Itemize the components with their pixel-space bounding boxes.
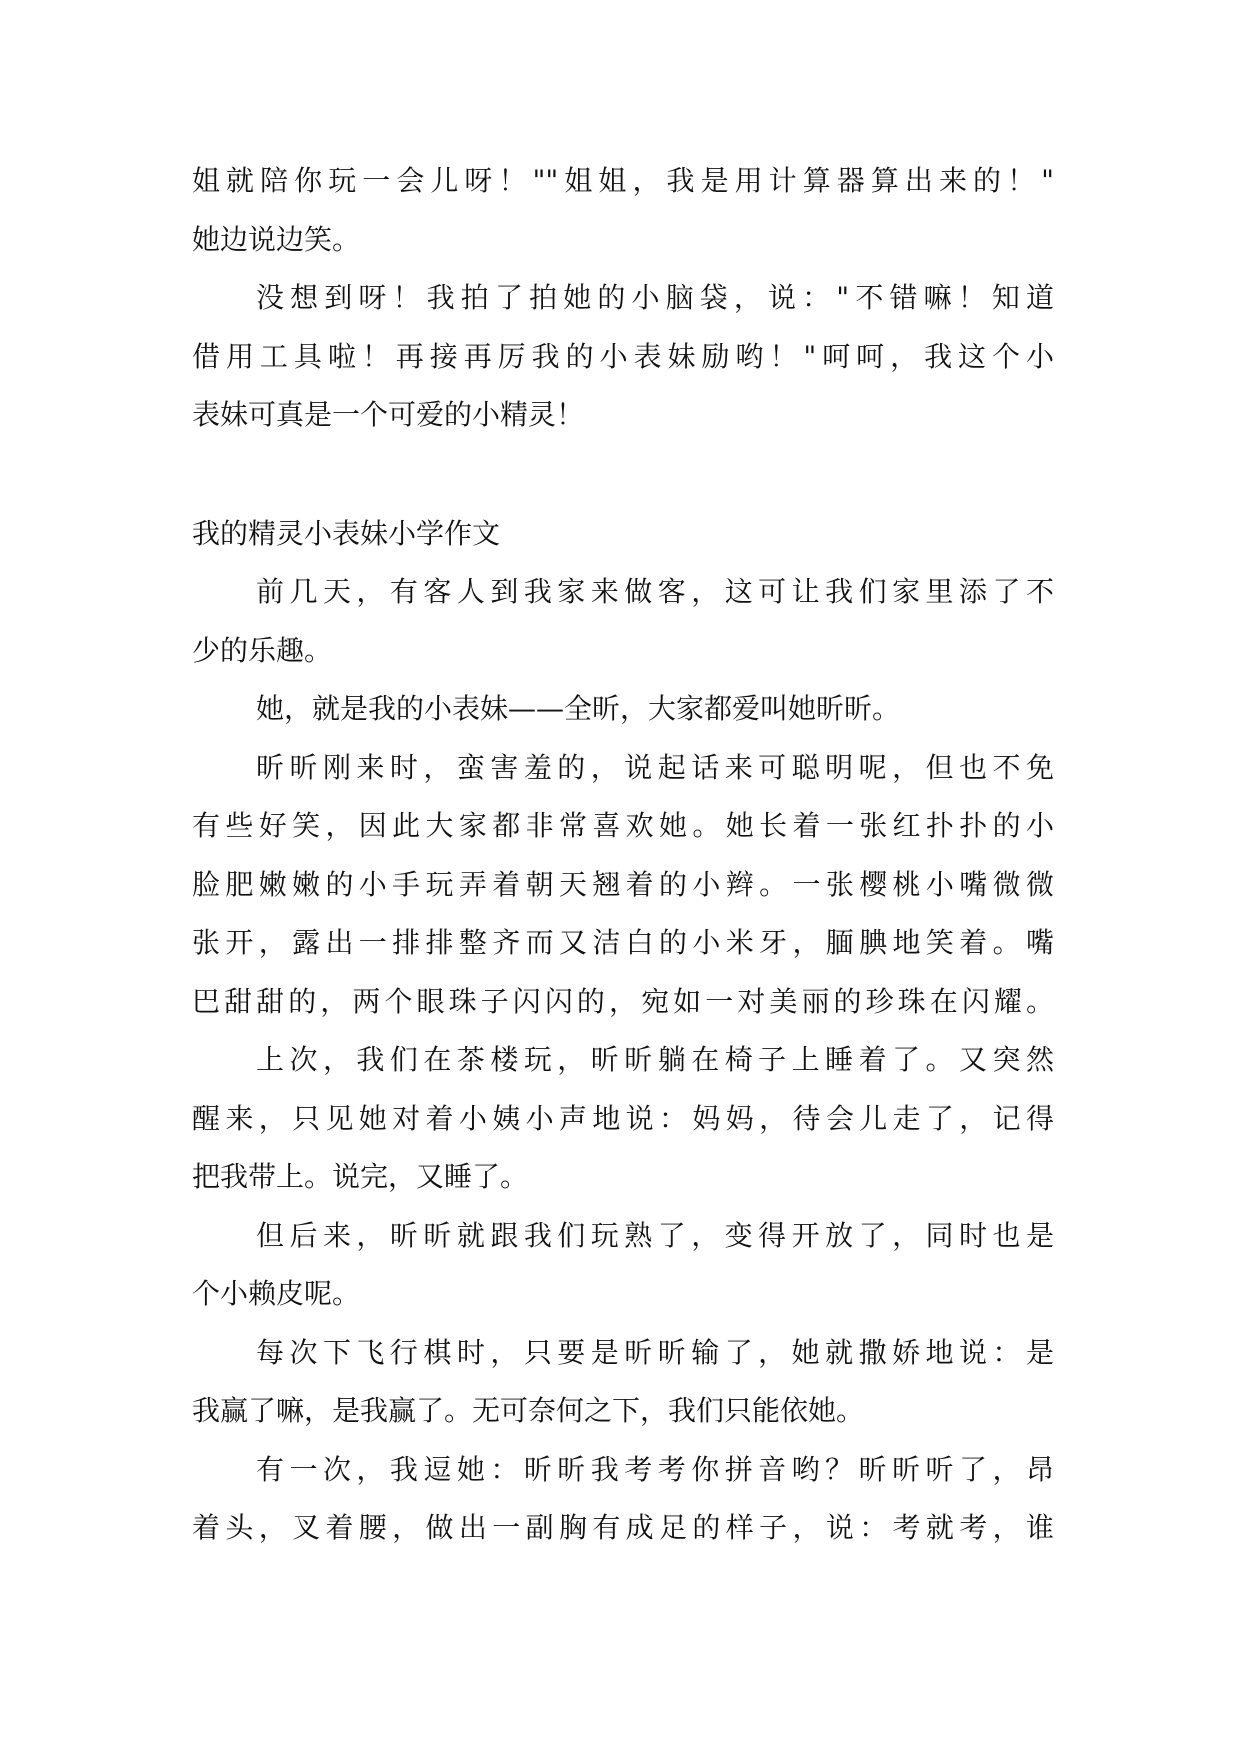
text-line: 昕昕刚来时，蛮害羞的，说起话来可聪明呢，但也不免 [256, 750, 1054, 784]
continuation-paragraph [192, 152, 1054, 269]
text-line: 借用工具啦！再接再厉我的小表妹励哟！"呵呵，我这个小 [192, 339, 1054, 373]
section-gap [192, 445, 1054, 505]
text-line: 少的乐趣。 [192, 633, 333, 667]
text-line: 上次，我们在茶楼玩，昕昕躺在椅子上睡着了。又突然 [256, 1043, 1054, 1076]
text-line: 前几天，有客人到我家来做客，这可让我们家里添了不 [256, 575, 1054, 608]
text-line: 她，就是我的小表妹——全昕，大家都爱叫她昕昕。 [256, 692, 901, 725]
text-line: 但后来，昕昕就跟我们玩熟了，变得开放了，同时也是 [256, 1218, 1054, 1252]
text-line: 醒来，只见她对着小姨小声地说：妈妈，待会儿走了，记得 [192, 1101, 1054, 1135]
text-line: 表妹可真是一个可爱的小精灵！ [192, 398, 585, 431]
text-line: 脸肥嫩嫩的小手玩弄着朝天翘着的小辫。一张樱桃小嘴微微 [192, 867, 1054, 901]
text-line: 她边说边笑。 [192, 222, 361, 256]
text-line: 姐就陪你玩一会儿呀！""姐姐，我是用计算器算出来的！" [192, 164, 1054, 197]
document-body [192, 152, 1054, 1558]
closing-paragraph [192, 269, 1054, 445]
paragraph [192, 1207, 1054, 1324]
paragraph [192, 1031, 1054, 1207]
text-line: 把我带上。说完，又睡了。 [192, 1160, 529, 1193]
paragraph [192, 1324, 1054, 1441]
text-line: 着头，叉着腰，做出一副胸有成足的样子，说：考就考，谁 [192, 1511, 1054, 1544]
essay-title: 我的精灵小表妹小学作文 [192, 516, 501, 550]
text-line: 每次下飞行棋时，只要是昕昕输了，她就撒娇地说：是 [256, 1335, 1054, 1369]
text-line: 张开，露出一排排整齐而又洁白的小米牙，腼腆地笑着。嘴 [192, 926, 1054, 959]
text-line: 有一次，我逗她：昕昕我考考你拼音哟？昕昕听了，昂 [256, 1452, 1054, 1486]
text-line: 没想到呀！我拍了拍她的小脑袋，说："不错嘛！知道 [256, 281, 1054, 314]
paragraph [192, 1441, 1054, 1558]
paragraph [192, 680, 1054, 739]
paragraph [192, 563, 1054, 680]
text-line: 有些好笑，因此大家都非常喜欢她。她长着一张红扑扑的小 [192, 809, 1054, 842]
text-line: 个小赖皮呢。 [192, 1277, 361, 1310]
paragraph [192, 739, 1054, 1032]
text-line: 巴甜甜的，两个眼珠子闪闪的，宛如一对美丽的珍珠在闪耀。 [192, 984, 1054, 1018]
text-line: 我赢了嘛，是我赢了。无可奈何之下，我们只能依她。 [192, 1394, 865, 1427]
